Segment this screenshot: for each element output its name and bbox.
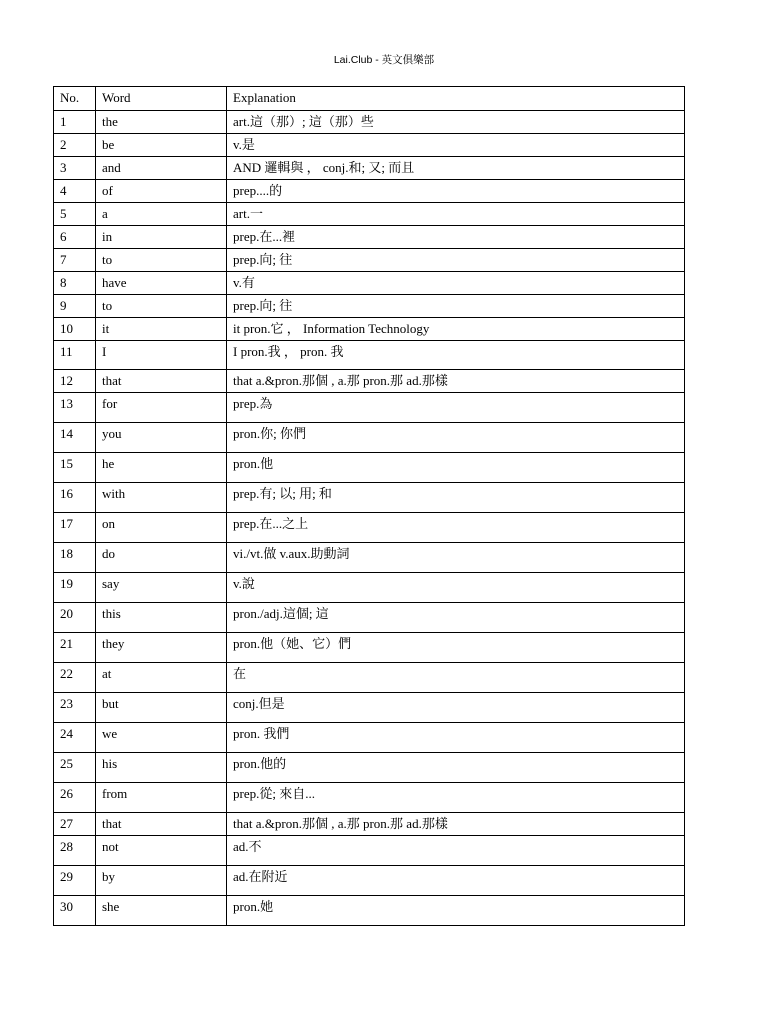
row-explanation: AND 邏輯與 ， conj.和; 又; 而且	[227, 157, 685, 180]
row-word: a	[96, 203, 227, 226]
row-number: 24	[54, 723, 96, 753]
row-word: to	[96, 295, 227, 318]
row-explanation: prep.在...之上	[227, 513, 685, 543]
table-row	[54, 573, 685, 603]
row-explanation: v.是	[227, 134, 685, 157]
row-number: 3	[54, 157, 96, 180]
row-explanation: pron./adj.這個; 這	[227, 603, 685, 633]
row-word: not	[96, 836, 227, 866]
row-number: 8	[54, 272, 96, 295]
table-row	[54, 483, 685, 513]
row-explanation: ad.不	[227, 836, 685, 866]
table-row	[54, 226, 685, 249]
row-explanation: prep.為	[227, 393, 685, 423]
row-number: 5	[54, 203, 96, 226]
row-explanation: prep.向; 往	[227, 249, 685, 272]
row-number: 30	[54, 896, 96, 926]
row-explanation: prep.向; 往	[227, 295, 685, 318]
row-word: this	[96, 603, 227, 633]
row-word: I	[96, 341, 227, 370]
column-header-word: Word	[96, 87, 227, 111]
row-explanation: I pron.我 ， pron. 我	[227, 341, 685, 370]
row-word: the	[96, 111, 227, 134]
table-row	[54, 295, 685, 318]
row-word: his	[96, 753, 227, 783]
row-number: 14	[54, 423, 96, 453]
table-row	[54, 370, 685, 393]
row-explanation: pron.他	[227, 453, 685, 483]
column-header-no: No.	[54, 87, 96, 111]
row-explanation: pron.你; 你們	[227, 423, 685, 453]
table-row	[54, 272, 685, 295]
row-explanation: it pron.它 ， Information Technology	[227, 318, 685, 341]
table-row	[54, 111, 685, 134]
row-explanation: prep.從; 來自...	[227, 783, 685, 813]
row-explanation: prep.在...裡	[227, 226, 685, 249]
row-word: in	[96, 226, 227, 249]
row-explanation: 在	[227, 663, 685, 693]
row-word: of	[96, 180, 227, 203]
row-explanation: pron. 我們	[227, 723, 685, 753]
row-word: to	[96, 249, 227, 272]
row-explanation: prep....的	[227, 180, 685, 203]
row-number: 11	[54, 341, 96, 370]
table-row	[54, 543, 685, 573]
table-row	[54, 663, 685, 693]
row-number: 4	[54, 180, 96, 203]
table-row	[54, 896, 685, 926]
table-row	[54, 134, 685, 157]
row-word: with	[96, 483, 227, 513]
row-number: 28	[54, 836, 96, 866]
row-word: it	[96, 318, 227, 341]
row-word: say	[96, 573, 227, 603]
table-row	[54, 157, 685, 180]
table-row	[54, 180, 685, 203]
table-row	[54, 393, 685, 423]
row-word: you	[96, 423, 227, 453]
row-word: and	[96, 157, 227, 180]
row-explanation: ad.在附近	[227, 866, 685, 896]
row-number: 1	[54, 111, 96, 134]
row-explanation: pron.她	[227, 896, 685, 926]
row-number: 13	[54, 393, 96, 423]
row-number: 16	[54, 483, 96, 513]
row-number: 25	[54, 753, 96, 783]
row-explanation: art.一	[227, 203, 685, 226]
row-word: she	[96, 896, 227, 926]
table-row	[54, 318, 685, 341]
row-explanation: art.這（那）; 這（那）些	[227, 111, 685, 134]
table-row	[54, 693, 685, 723]
table-row	[54, 813, 685, 836]
row-number: 27	[54, 813, 96, 836]
row-number: 15	[54, 453, 96, 483]
table-row	[54, 203, 685, 226]
vocabulary-table	[53, 86, 685, 926]
row-word: that	[96, 370, 227, 393]
row-word: they	[96, 633, 227, 663]
row-word: have	[96, 272, 227, 295]
table-row	[54, 249, 685, 272]
row-number: 22	[54, 663, 96, 693]
table-row	[54, 513, 685, 543]
row-number: 17	[54, 513, 96, 543]
row-explanation: conj.但是	[227, 693, 685, 723]
page-header: Lai.Club - 英文俱樂部	[333, 54, 435, 66]
row-word: we	[96, 723, 227, 753]
row-word: be	[96, 134, 227, 157]
row-number: 2	[54, 134, 96, 157]
table-row	[54, 453, 685, 483]
row-number: 23	[54, 693, 96, 723]
row-number: 19	[54, 573, 96, 603]
row-number: 20	[54, 603, 96, 633]
row-explanation: pron.他的	[227, 753, 685, 783]
row-number: 6	[54, 226, 96, 249]
table-row	[54, 783, 685, 813]
row-number: 7	[54, 249, 96, 272]
table-row	[54, 836, 685, 866]
row-number: 21	[54, 633, 96, 663]
table-row	[54, 723, 685, 753]
row-explanation: pron.他（她、它）們	[227, 633, 685, 663]
row-explanation: that a.&pron.那個 , a.那 pron.那 ad.那樣	[227, 813, 685, 836]
row-number: 29	[54, 866, 96, 896]
row-explanation: v.有	[227, 272, 685, 295]
row-word: but	[96, 693, 227, 723]
row-word: he	[96, 453, 227, 483]
row-number: 10	[54, 318, 96, 341]
table-header-row	[54, 87, 685, 111]
table-row	[54, 423, 685, 453]
row-word: that	[96, 813, 227, 836]
row-explanation: prep.有; 以; 用; 和	[227, 483, 685, 513]
row-explanation: that a.&pron.那個 , a.那 pron.那 ad.那樣	[227, 370, 685, 393]
row-word: on	[96, 513, 227, 543]
row-word: do	[96, 543, 227, 573]
row-word: at	[96, 663, 227, 693]
table-row	[54, 866, 685, 896]
table-row	[54, 341, 685, 370]
column-header-explanation: Explanation	[227, 87, 685, 111]
table-row	[54, 633, 685, 663]
row-word: for	[96, 393, 227, 423]
row-word: by	[96, 866, 227, 896]
row-number: 12	[54, 370, 96, 393]
row-word: from	[96, 783, 227, 813]
row-number: 18	[54, 543, 96, 573]
row-number: 9	[54, 295, 96, 318]
row-explanation: vi./vt.做 v.aux.助動詞	[227, 543, 685, 573]
row-number: 26	[54, 783, 96, 813]
row-explanation: v.說	[227, 573, 685, 603]
table-row	[54, 753, 685, 783]
table-row	[54, 603, 685, 633]
